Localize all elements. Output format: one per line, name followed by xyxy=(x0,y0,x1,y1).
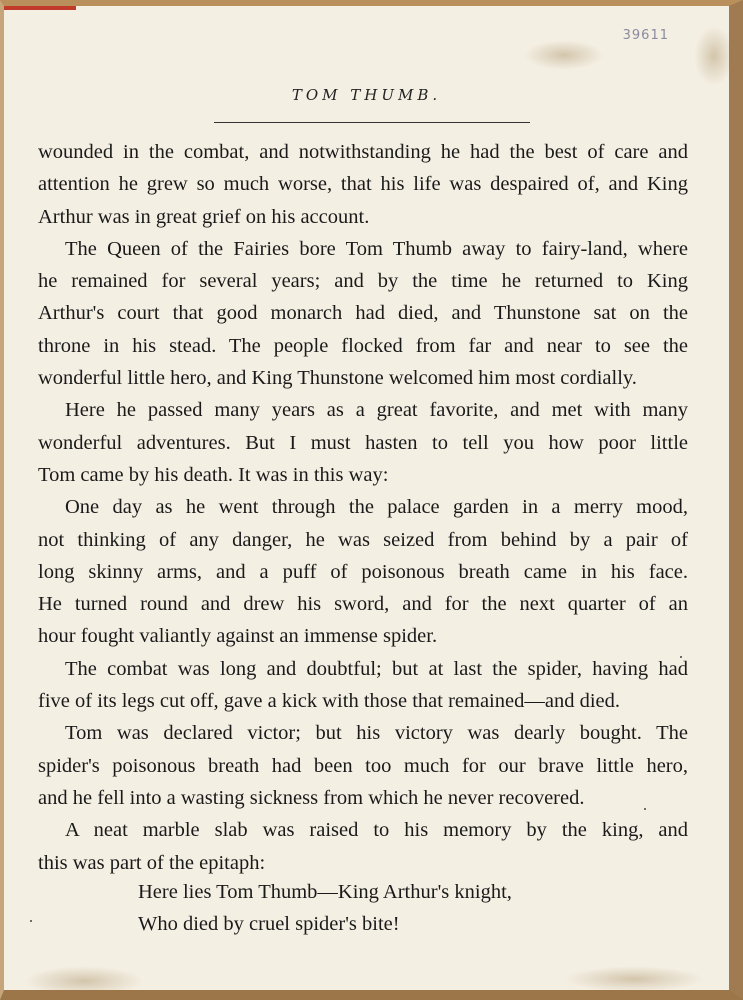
running-header: TOM THUMB. xyxy=(291,86,442,104)
paper-stain xyxy=(694,26,734,86)
paper-stain xyxy=(24,966,144,996)
catalog-mark: 39611 xyxy=(622,28,669,43)
text-line: The combat was long and doubtful; but at last the spider, having had xyxy=(65,657,688,680)
paragraph xyxy=(38,491,688,652)
text-line: he remained for several years; and by the time he returned to King xyxy=(38,270,688,293)
ink-speck xyxy=(30,920,32,922)
text-line: throne in his stead. The people flocked from far and near to see the xyxy=(38,334,688,357)
text-line: hour fought valiantly against an immense spider. xyxy=(38,625,438,648)
text-line: not thinking of any danger, he was seized from behind by a pair of xyxy=(38,528,688,551)
text-line: A neat marble slab was raised to his memory by the king, and xyxy=(65,819,688,842)
text-line: and he fell into a wasting sickness from which he never recovered. xyxy=(38,786,585,809)
text-line: wonderful little hero, and King Thunstone welcomed him most cordially. xyxy=(38,367,637,390)
text-line: Tom came by his death. It was in this way: xyxy=(38,463,389,486)
body-text xyxy=(38,136,688,879)
paper-stain xyxy=(564,966,704,992)
paragraph xyxy=(38,394,688,491)
paragraph xyxy=(38,136,688,233)
header-rule xyxy=(214,122,530,123)
epitaph xyxy=(138,876,512,940)
ink-speck xyxy=(680,656,682,658)
epitaph-line: Here lies Tom Thumb—King Arthur's knight, xyxy=(138,881,512,903)
paragraph xyxy=(38,233,688,394)
text-line: five of its legs cut off, gave a kick with those that remained—and died. xyxy=(38,690,620,713)
text-line: Here he passed many years as a great favorite, and met with many xyxy=(65,399,688,422)
text-line: spider's poisonous breath had been too much for our brave little hero, xyxy=(38,754,688,777)
text-line: attention he grew so much worse, that his life was despaired of, and King xyxy=(38,173,688,196)
text-line: this was part of the epitaph: xyxy=(38,851,266,874)
text-line: wonderful adventures. But I must hasten to tell you how poor little xyxy=(38,431,688,454)
paragraph xyxy=(38,814,688,879)
text-line: wounded in the combat, and notwithstanding he had the best of care and xyxy=(38,141,688,163)
paragraph xyxy=(38,717,688,814)
text-line: He turned round and drew his sword, and for the next quarter of an xyxy=(38,593,688,616)
ink-speck xyxy=(644,808,646,810)
paragraph xyxy=(38,653,688,718)
paper-stain xyxy=(524,40,604,70)
epitaph-line: Who died by cruel spider's bite! xyxy=(138,913,400,935)
text-line: The Queen of the Fairies bore Tom Thumb away to fairy-land, where xyxy=(65,237,688,260)
text-line: long skinny arms, and a puff of poisonous breath came in his face. xyxy=(38,560,688,583)
text-line: Tom was declared victor; but his victory was dearly bought. The xyxy=(65,722,688,745)
text-line: Arthur was in great grief on his account. xyxy=(38,205,370,228)
text-line: Arthur's court that good monarch had died, and Thunstone sat on the xyxy=(38,302,688,325)
text-line: One day as he went through the palace garden in a merry mood, xyxy=(65,496,688,519)
red-page-edge xyxy=(4,6,76,10)
